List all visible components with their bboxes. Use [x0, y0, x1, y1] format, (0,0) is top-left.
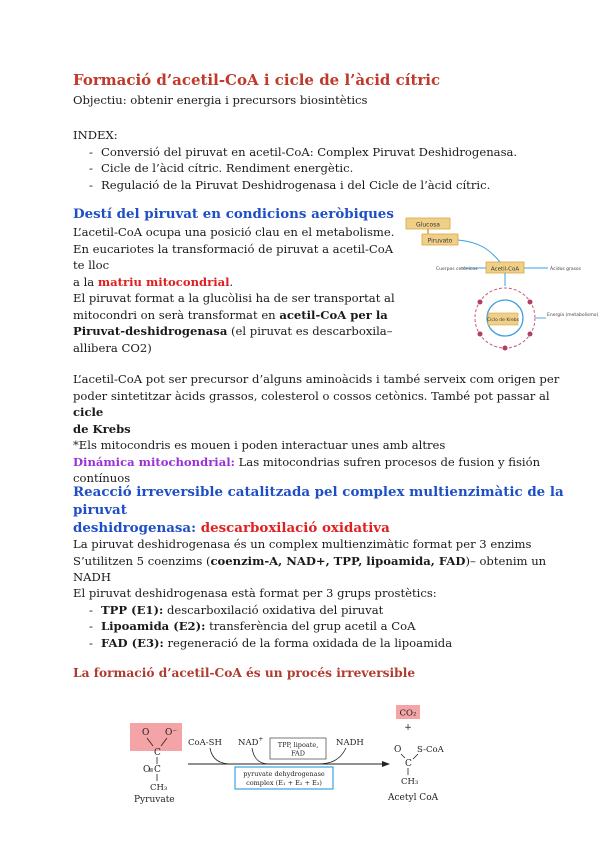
text: deshidrogenasa: [73, 520, 201, 536]
krebs-label: Ciclo de Krebs [486, 318, 520, 323]
text: regeneració de la forma oxidada de la lipoamida [163, 635, 453, 650]
paragraph-line [73, 388, 573, 421]
text: descarboxilació oxidativa del piruvat [163, 602, 384, 617]
paragraph-line: El piruvat deshidrogenasa està format per 3 grups prostètics: [73, 586, 437, 600]
paragraph-line [73, 307, 403, 324]
atom-label: CH₃ [150, 783, 168, 793]
highlight-dynamics: Dinámica mitochondrial: [73, 454, 235, 469]
bond [401, 754, 405, 758]
bold-text: cicle [73, 405, 104, 419]
arrow [458, 240, 500, 262]
atom-label: O [143, 765, 151, 775]
prosthetic-groups [73, 585, 583, 651]
metabolism-figure [400, 212, 599, 352]
section-heading [73, 483, 583, 537]
cofactor-label: TPP, lipoate, [277, 741, 319, 749]
index-section [73, 127, 573, 193]
cycle-node [528, 332, 533, 337]
groups-list [73, 602, 583, 652]
co2-label: CO₂ [399, 708, 417, 719]
text: mitocondri on serà transformat en [73, 307, 280, 322]
index-list [73, 144, 573, 194]
heading-line [73, 519, 583, 537]
paragraph-line: La piruvat deshidrogenasa és un complex multienzimàtic format per 3 enzims [73, 537, 532, 551]
coash-label: CoA-SH [188, 738, 222, 748]
section-heading: Destí del piruvat en condicions aeròbiques [73, 206, 394, 222]
paragraph-line: El piruvat format a la glucòlisi ha de ser transportat al [73, 291, 395, 305]
paragraph-2 [73, 371, 573, 487]
cycle-node [478, 332, 483, 337]
section1-text [73, 224, 403, 356]
list-item: - Cicle de l’àcid cítric. Rendiment energètic. [73, 160, 573, 177]
ketone-label: Cuerpos cetónicos [436, 267, 478, 272]
bold-text: FAD (E3): [101, 635, 164, 650]
curved-arrow [210, 748, 232, 764]
list-item: - Regulació de la Piruvat Deshidrogenasa i del Cicle de l’àcid cítric. [73, 177, 573, 194]
cofactor-label: FAD [291, 749, 305, 758]
bold-text: TPP (E1): [101, 602, 164, 617]
text: transferència del grup acetil a CoA [205, 619, 416, 633]
arrowhead [382, 761, 390, 767]
pyruvate-label: Pyruvate [134, 795, 175, 805]
paragraph-line [73, 454, 573, 471]
paragraph-line: allibera CO2) [73, 340, 152, 355]
atom-label: O⁻ [165, 728, 178, 738]
text: )– obtenim un NADH [73, 553, 547, 584]
atom-label: C [154, 748, 161, 758]
page-title: Formació d’acetil-CoA i cicle de l’àcid cítric [73, 71, 441, 89]
objective: Objectiu: obtenir energia i precursors biosintètics [73, 93, 368, 107]
reaction-diagram [120, 700, 460, 815]
highlight-decarbox: descarboxilació oxidativa [200, 520, 390, 536]
cycle-node [528, 300, 533, 305]
list-item: - Conversió del piruvat en acetil-CoA: Complex Piruvat Deshidrogenasa. [73, 144, 573, 161]
atom-label: C [154, 765, 161, 775]
text: . [229, 274, 234, 289]
nad-label: NAD+ [238, 736, 264, 748]
curved-arrow [252, 748, 270, 764]
list-item [73, 618, 583, 635]
paragraph-line: *Els mitocondris es mouen i poden interactuar unes amb altres [73, 438, 446, 452]
list-item [73, 602, 583, 619]
plus-sign: + [404, 723, 412, 733]
section-heading: La formació d’acetil-CoA és un procés irreversible [73, 666, 416, 680]
text: Las mitocondrias sufren procesos de fusion y fisión [234, 454, 541, 469]
index-label: INDEX: [73, 128, 118, 142]
fattyacid-label: Ácidos grasos [550, 267, 582, 272]
pyruvate-label: Piruvato [427, 237, 453, 245]
energy-label: Energía (metabolismo) [547, 313, 599, 318]
paragraph-line: L’acetil-CoA ocupa una posició clau en el metabolisme. [73, 225, 395, 239]
bold-text: acetil-CoA per la [279, 307, 388, 322]
scoa-label: S-CoA [417, 745, 444, 755]
acetylcoa-label: Acetyl CoA [388, 793, 439, 803]
paragraph-line [73, 274, 403, 291]
bold-text: coenzim-A, NAD+, TPP, lipoamida, FAD [210, 553, 466, 568]
paragraph-line: En eucariotes la transformació de piruvat a acetil-CoA te lloc [73, 241, 394, 272]
acetylcoa-label: Acetil-CoA [490, 266, 520, 273]
atom-label: O [394, 745, 402, 755]
cycle-node [503, 346, 508, 351]
text: poder sintetitzar àcids grassos, colesterol o cossos cetònics. També pot passar al [73, 388, 550, 403]
cycle-node [478, 300, 483, 305]
highlight-matrix: matriu mitocondrial [97, 274, 230, 289]
text: (el piruvat es descarboxila– [227, 324, 393, 338]
atom-label: C [405, 759, 412, 769]
atom-label: CH₃ [401, 777, 419, 787]
complex-label: complex (E₁ + E₂ + E₃) [246, 779, 322, 787]
paragraph-line [73, 323, 403, 340]
text: a la [73, 274, 98, 289]
complex-label: pyruvate dehydrogenase [243, 770, 325, 778]
paragraph-line: L’acetil-CoA pot ser precursor d’alguns aminoàcids i també serveix com origen per [73, 372, 560, 386]
nadh-label: NADH [336, 738, 364, 748]
text: S’utilitzen 5 coenzims ( [73, 553, 211, 568]
bold-text: Piruvat-deshidrogenasa [73, 324, 228, 338]
paragraph-line: contínuos [73, 471, 131, 485]
list-item [73, 635, 583, 652]
atom-label: O [142, 728, 150, 738]
paragraph-line: de Krebs [73, 421, 131, 436]
section2-text [73, 536, 583, 586]
bold-text: Lipoamida (E2): [101, 619, 206, 633]
paragraph-line [73, 553, 583, 586]
glucose-label: Glucosa [416, 221, 440, 229]
heading-line: Reacció irreversible catalitzada pel complex multienzimàtic de la piruvat [73, 484, 564, 518]
